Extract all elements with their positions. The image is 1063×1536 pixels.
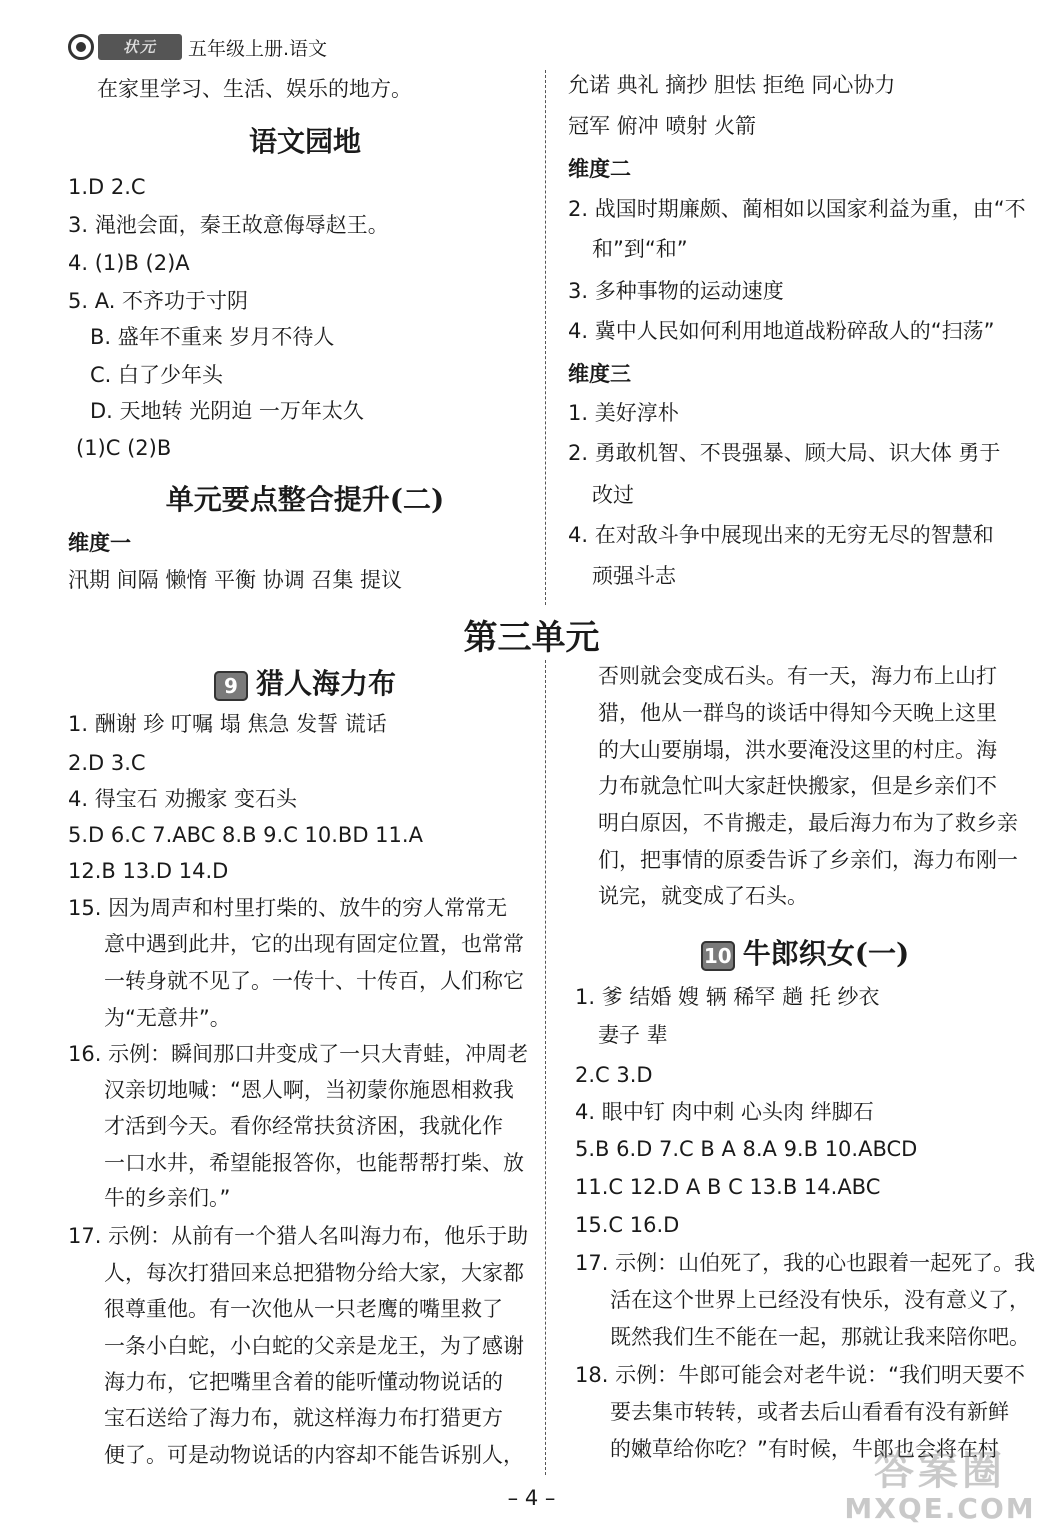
answer-line: 18. 示例：牛郎可能会对老牛说：“我们明天要不 (575, 1363, 1025, 1387)
answer-line: 和”到“和” (592, 237, 688, 261)
answer-line: B. 盛年不重来 岁月不待人 (90, 325, 335, 349)
logo-band: 状元 (98, 34, 182, 60)
answer-line: 改过 (592, 483, 634, 507)
answer-line: 说完，就变成了石头。 (598, 884, 808, 908)
column-divider-bottom (545, 660, 546, 1475)
answer-line: 3. 渑池会面，秦王故意侮辱赵王。 (68, 213, 389, 237)
answer-line: 宝石送给了海力布，就这样海力布打猎更方 (104, 1406, 503, 1430)
answer-line: 妻子 辈 (598, 1023, 668, 1047)
answer-line: 活在这个世界上已经没有快乐，没有意义了， (610, 1288, 1030, 1312)
answer-line: 15. 因为周声和村里打柴的、放牛的穷人常常无 (68, 896, 508, 920)
answer-line: 要去集市转转，或者去后山看看有没有新鲜 (610, 1400, 1009, 1424)
answer-line: 为“无意井”。 (104, 1006, 231, 1030)
dimension-label: 维度一 (68, 531, 131, 555)
answer-line: 5. A. 不齐功于寸阴 (68, 289, 249, 313)
lesson-number-badge: 10 (701, 941, 735, 971)
answer-line: 12.B 13.D 14.D (68, 859, 229, 883)
answer-line: 2.C 3.D (575, 1063, 653, 1087)
answer-line: 牛的乡亲们。” (104, 1186, 231, 1210)
watermark-text: 答案圈 (874, 1447, 1006, 1494)
dimension-label: 维度三 (568, 362, 631, 386)
answer-line: 16. 示例：瞬间那口井变成了一只大青蛙，冲周老 (68, 1042, 529, 1066)
answer-line: 意中遇到此井，它的出现有固定位置，也常常 (104, 932, 524, 956)
answer-line: D. 天地转 光阴迫 一万年太久 (90, 399, 364, 423)
answer-line: 才活到今天。看你经常扶贫济困，我就化作 (104, 1114, 503, 1138)
answer-line: 11.C 12.D A B C 13.B 14.ABC (575, 1175, 881, 1199)
answer-line: 很尊重他。有一次他从一只老鹰的嘴里救了 (104, 1297, 503, 1321)
lesson-10-heading (555, 932, 1055, 972)
answer-line: 4. 冀中人民如何利用地道战粉碎敌人的“扫荡” (568, 319, 995, 343)
answer-line: 4. 在对敌斗争中展现出来的无穷无尽的智慧和 (568, 523, 994, 547)
lesson-title: 猎人海力布 (255, 667, 396, 700)
answer-line: 17. 示例：从前有一个猎人名叫海力布，他乐于助 (68, 1224, 529, 1248)
answer-line: 一转身就不见了。一传十、十传百，人们称它 (104, 969, 524, 993)
answer-line: 1. 酬谢 珍 叮嘱 塌 焦急 发誓 谎话 (68, 712, 387, 736)
answer-line: 4. 眼中钉 肉中刺 心头肉 绊脚石 (575, 1100, 874, 1124)
dimension-label: 维度二 (568, 157, 631, 181)
answer-line: 5.D 6.C 7.ABC 8.B 9.C 10.BD 11.A (68, 823, 423, 847)
answer-line: 便了。可是动物说话的内容却不能告诉别人， (104, 1443, 524, 1467)
unit-title: 第三单元 (463, 618, 600, 658)
answer-line: 2.D 3.C (68, 751, 146, 775)
answer-line: 允诺 典礼 摘抄 胆怯 拒绝 同心协力 (568, 73, 896, 97)
answer-line: 5.B 6.D 7.C B A 8.A 9.B 10.ABCD (575, 1137, 918, 1161)
answer-line: 汛期 间隔 懒惰 平衡 协调 召集 提议 (68, 568, 403, 592)
page-header (68, 32, 327, 62)
lesson-9-heading (70, 662, 540, 702)
answer-line: 3. 多种事物的运动速度 (568, 279, 784, 303)
answer-line: 顽强斗志 (592, 564, 676, 588)
answer-line: 1. 美好淳朴 (568, 401, 679, 425)
watermark-logo (830, 1448, 1050, 1528)
answer-line: 猎，他从一群鸟的谈话中得知今天晚上这里 (598, 701, 997, 725)
answer-line: 4. 得宝石 劝搬家 变石头 (68, 787, 298, 811)
answer-line: 一条小白蛇，小白蛇的父亲是龙王，为了感谢 (104, 1334, 524, 1358)
section-title-yuwen-yuandi: 语文园地 (248, 125, 361, 158)
answer-line: 明白原因，不肯搬走，最后海力布为了救乡亲 (598, 811, 1018, 835)
answer-line: 海力布，它把嘴里含着的能听懂动物说话的 (104, 1370, 503, 1394)
answer-line: C. 白了少年头 (90, 363, 224, 387)
watermark-url: MXQE.COM (844, 1492, 1036, 1525)
answer-line: 既然我们生不能在一起，那就让我来陪你吧。 (610, 1325, 1030, 1349)
column-divider-top (545, 70, 546, 605)
answer-line: (1)C (2)B (76, 436, 172, 460)
answer-line: 人，每次打猎回来总把猎物分给大家，大家都 (104, 1261, 524, 1285)
answer-line: 汉亲切地喊：“恩人啊，当初蒙你施恩相救我 (104, 1078, 514, 1102)
answer-line: 15.C 16.D (575, 1213, 680, 1237)
answer-line: 一口水井，希望能报答你，也能帮帮打柴、放 (104, 1151, 524, 1175)
book-title: 五年级上册.语文 (188, 37, 328, 60)
answer-line: 的嫩草给你吃？”有时候，牛郎也会将在村 (610, 1437, 999, 1461)
answer-line: 否则就会变成石头。有一天，海力布上山打 (598, 664, 997, 688)
answer-line: 力布就急忙叫大家赶快搬家，但是乡亲们不 (598, 774, 997, 798)
section-title-unit-review: 单元要点整合提升(二) (165, 483, 445, 516)
answer-line: 1.D 2.C (68, 175, 146, 199)
logo-icon (68, 34, 94, 60)
answer-line: 的大山要崩塌，洪水要淹没这里的村庄。海 (598, 738, 997, 762)
answer-line: 冠军 俯冲 喷射 火箭 (568, 114, 757, 138)
intro-line: 在家里学习、生活、娱乐的地方。 (97, 77, 412, 101)
answer-line: 1. 爹 结婚 嫂 辆 稀罕 趟 托 纱衣 (575, 985, 880, 1009)
answer-line: 2. 战国时期廉颇、蔺相如以国家利益为重，由“不 (568, 197, 1026, 221)
answer-line: 4. (1)B (2)A (68, 251, 190, 275)
lesson-number-badge: 9 (214, 671, 248, 701)
page-number: – 4 – (507, 1486, 556, 1510)
answer-line: 2. 勇敢机智、不畏强暴、顾大局、识大体 勇于 (568, 441, 1001, 465)
lesson-title: 牛郎织女(一) (742, 937, 910, 970)
answer-line: 们，把事情的原委告诉了乡亲们，海力布刚一 (598, 848, 1018, 872)
answer-line: 17. 示例：山伯死了，我的心也跟着一起死了。我 (575, 1251, 1036, 1275)
